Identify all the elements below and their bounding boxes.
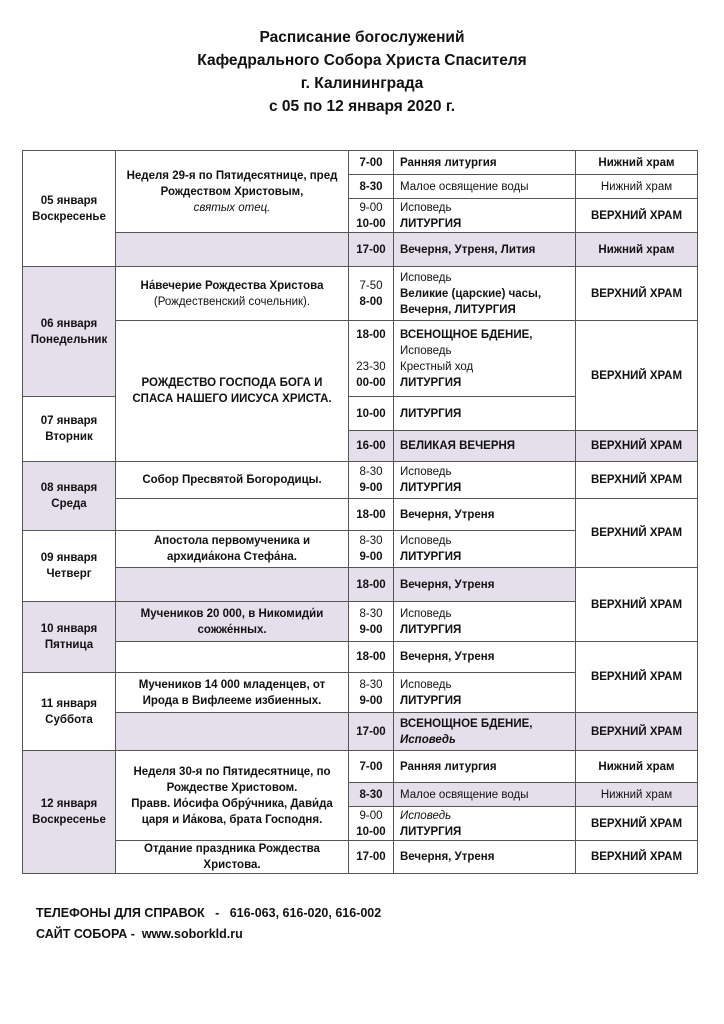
time-cell: 9-00 10-00 xyxy=(349,807,394,841)
service-cell: Ранняя литургия xyxy=(394,751,576,783)
table-row xyxy=(23,151,698,175)
website-line: САЙТ СОБОРА - www.soborkld.ru xyxy=(36,927,243,941)
event-cell: РОЖДЕСТВО ГОСПОДА БОГА И СПАСА НАШЕГО ИИСУСА ХРИСТА. xyxy=(116,321,349,462)
service-cell: Малое освящение воды xyxy=(394,783,576,807)
footer-contacts xyxy=(36,903,381,945)
time-cell: 17-00 xyxy=(349,233,394,267)
time-cell: 7-00 xyxy=(349,751,394,783)
time-cell: 17-00 xyxy=(349,841,394,874)
service-cell: ЛИТУРГИЯ xyxy=(394,397,576,431)
day-cell: 07 января Вторник xyxy=(23,397,116,462)
title-line: с 05 по 12 января 2020 г. xyxy=(268,98,456,115)
time-cell: 8-30 9-00 xyxy=(349,602,394,642)
service-cell: Малое освящение воды xyxy=(394,175,576,199)
event-cell: Неделя 30-я по Пятидесятнице, по Рождестве Христовом. Правв. Ио́сифа Обру́чника, Дави́да царя и Иа́кова, брата Господня. xyxy=(116,751,349,841)
service-cell: Исповедь ЛИТУРГИЯ xyxy=(394,531,576,568)
time-cell: 18-00 xyxy=(349,568,394,602)
service-cell: Исповедь Великие (царские) часы, Вечерня, ЛИТУРГИЯ xyxy=(394,267,576,321)
time-cell: 8-30 xyxy=(349,783,394,807)
table-row xyxy=(23,321,698,397)
service-cell: Исповедь ЛИТУРГИЯ xyxy=(394,602,576,642)
place-cell: Нижний храм xyxy=(576,233,698,267)
table-row xyxy=(23,841,698,874)
place-cell: ВЕРХНИЙ ХРАМ xyxy=(576,267,698,321)
place-cell: ВЕРХНИЙ ХРАМ xyxy=(576,321,698,431)
table-row xyxy=(23,751,698,783)
title-line: Расписание богослужений xyxy=(259,29,465,46)
time-cell: 18-00 23-30 00-00 xyxy=(349,321,394,397)
service-cell: Вечерня, Утреня xyxy=(394,568,576,602)
place-cell: ВЕРХНИЙ ХРАМ xyxy=(576,841,698,874)
table-row xyxy=(23,568,698,602)
place-cell: Нижний храм xyxy=(576,783,698,807)
time-cell: 9-00 10-00 xyxy=(349,199,394,233)
time-cell: 8-30 9-00 xyxy=(349,531,394,568)
place-cell: ВЕРХНИЙ ХРАМ xyxy=(576,199,698,233)
time-cell: 8-30 9-00 xyxy=(349,462,394,499)
empty-cell xyxy=(116,642,349,673)
time-cell: 18-00 xyxy=(349,642,394,673)
document-title xyxy=(0,26,724,118)
empty-cell xyxy=(116,713,349,751)
table-row xyxy=(23,233,698,267)
time-cell: 8-30 xyxy=(349,175,394,199)
day-cell: 09 января Четверг xyxy=(23,531,116,602)
time-cell: 10-00 xyxy=(349,397,394,431)
service-cell: Вечерня, Утреня xyxy=(394,499,576,531)
service-cell: ВЕЛИКАЯ ВЕЧЕРНЯ xyxy=(394,431,576,462)
table-row xyxy=(23,499,698,531)
event-cell: На́вечерие Рождества Христова (Рождественский сочельник). xyxy=(116,267,349,321)
place-cell: ВЕРХНИЙ ХРАМ xyxy=(576,807,698,841)
service-cell: Исповедь ЛИТУРГИЯ xyxy=(394,673,576,713)
place-cell: ВЕРХНИЙ ХРАМ xyxy=(576,568,698,642)
service-cell: ВСЕНОЩНОЕ БДЕНИЕ, Исповедь xyxy=(394,713,576,751)
phones-line: ТЕЛЕФОНЫ ДЛЯ СПРАВОК - 616-063, 616-020, 616-002 xyxy=(36,906,382,920)
time-cell: 16-00 xyxy=(349,431,394,462)
day-cell: 11 января Суббота xyxy=(23,673,116,751)
service-cell: Вечерня, Утреня xyxy=(394,841,576,874)
place-cell: Нижний храм xyxy=(576,151,698,175)
service-cell: Ранняя литургия xyxy=(394,151,576,175)
service-cell: Исповедь ЛИТУРГИЯ xyxy=(394,199,576,233)
place-cell: ВЕРХНИЙ ХРАМ xyxy=(576,499,698,568)
service-cell: Вечерня, Утреня, Лития xyxy=(394,233,576,267)
time-cell: 17-00 xyxy=(349,713,394,751)
day-cell: 06 января Понедельник xyxy=(23,267,116,397)
table-row xyxy=(23,713,698,751)
table-row xyxy=(23,267,698,321)
title-line: Кафедрального Собора Христа Спасителя xyxy=(197,52,527,69)
event-cell: Собор Пресвятой Богородицы. xyxy=(116,462,349,499)
place-cell: ВЕРХНИЙ ХРАМ xyxy=(576,431,698,462)
time-cell: 18-00 xyxy=(349,499,394,531)
event-cell: Апостола первомученика и архидиа́кона Стефа́на. xyxy=(116,531,349,568)
table-row xyxy=(23,462,698,499)
table-row xyxy=(23,642,698,673)
time-cell: 7-50 8-00 xyxy=(349,267,394,321)
service-cell: ВСЕНОЩНОЕ БДЕНИЕ, Исповедь Крестный ход ЛИТУРГИЯ xyxy=(394,321,576,397)
day-cell: 10 января Пятница xyxy=(23,602,116,673)
title-line: г. Калининграда xyxy=(300,75,424,92)
schedule-table xyxy=(22,150,698,874)
day-cell: 08 января Среда xyxy=(23,462,116,531)
place-cell: Нижний храм xyxy=(576,175,698,199)
empty-cell xyxy=(116,568,349,602)
place-cell: ВЕРХНИЙ ХРАМ xyxy=(576,713,698,751)
event-cell: Мучеников 20 000, в Никомиди́и сожже́нных. xyxy=(116,602,349,642)
service-cell: Исповедь ЛИТУРГИЯ xyxy=(394,462,576,499)
day-cell: 05 января Воскресенье xyxy=(23,151,116,267)
event-cell: Неделя 29-я по Пятидесятнице, пред Рождеством Христовым, святых отец. xyxy=(116,151,349,233)
time-cell: 7-00 xyxy=(349,151,394,175)
place-cell: Нижний храм xyxy=(576,751,698,783)
place-cell: ВЕРХНИЙ ХРАМ xyxy=(576,642,698,713)
event-cell: Мучеников 14 000 младенцев, от Ирода в Вифлееме избиенных. xyxy=(116,673,349,713)
time-cell: 8-30 9-00 xyxy=(349,673,394,713)
service-cell: Исповедь ЛИТУРГИЯ xyxy=(394,807,576,841)
empty-cell xyxy=(116,499,349,531)
empty-cell xyxy=(116,233,349,267)
day-cell: 12 января Воскресенье xyxy=(23,751,116,874)
service-cell: Вечерня, Утреня xyxy=(394,642,576,673)
event-cell: Отдание праздника Рождества Христова. xyxy=(116,841,349,874)
place-cell: ВЕРХНИЙ ХРАМ xyxy=(576,462,698,499)
